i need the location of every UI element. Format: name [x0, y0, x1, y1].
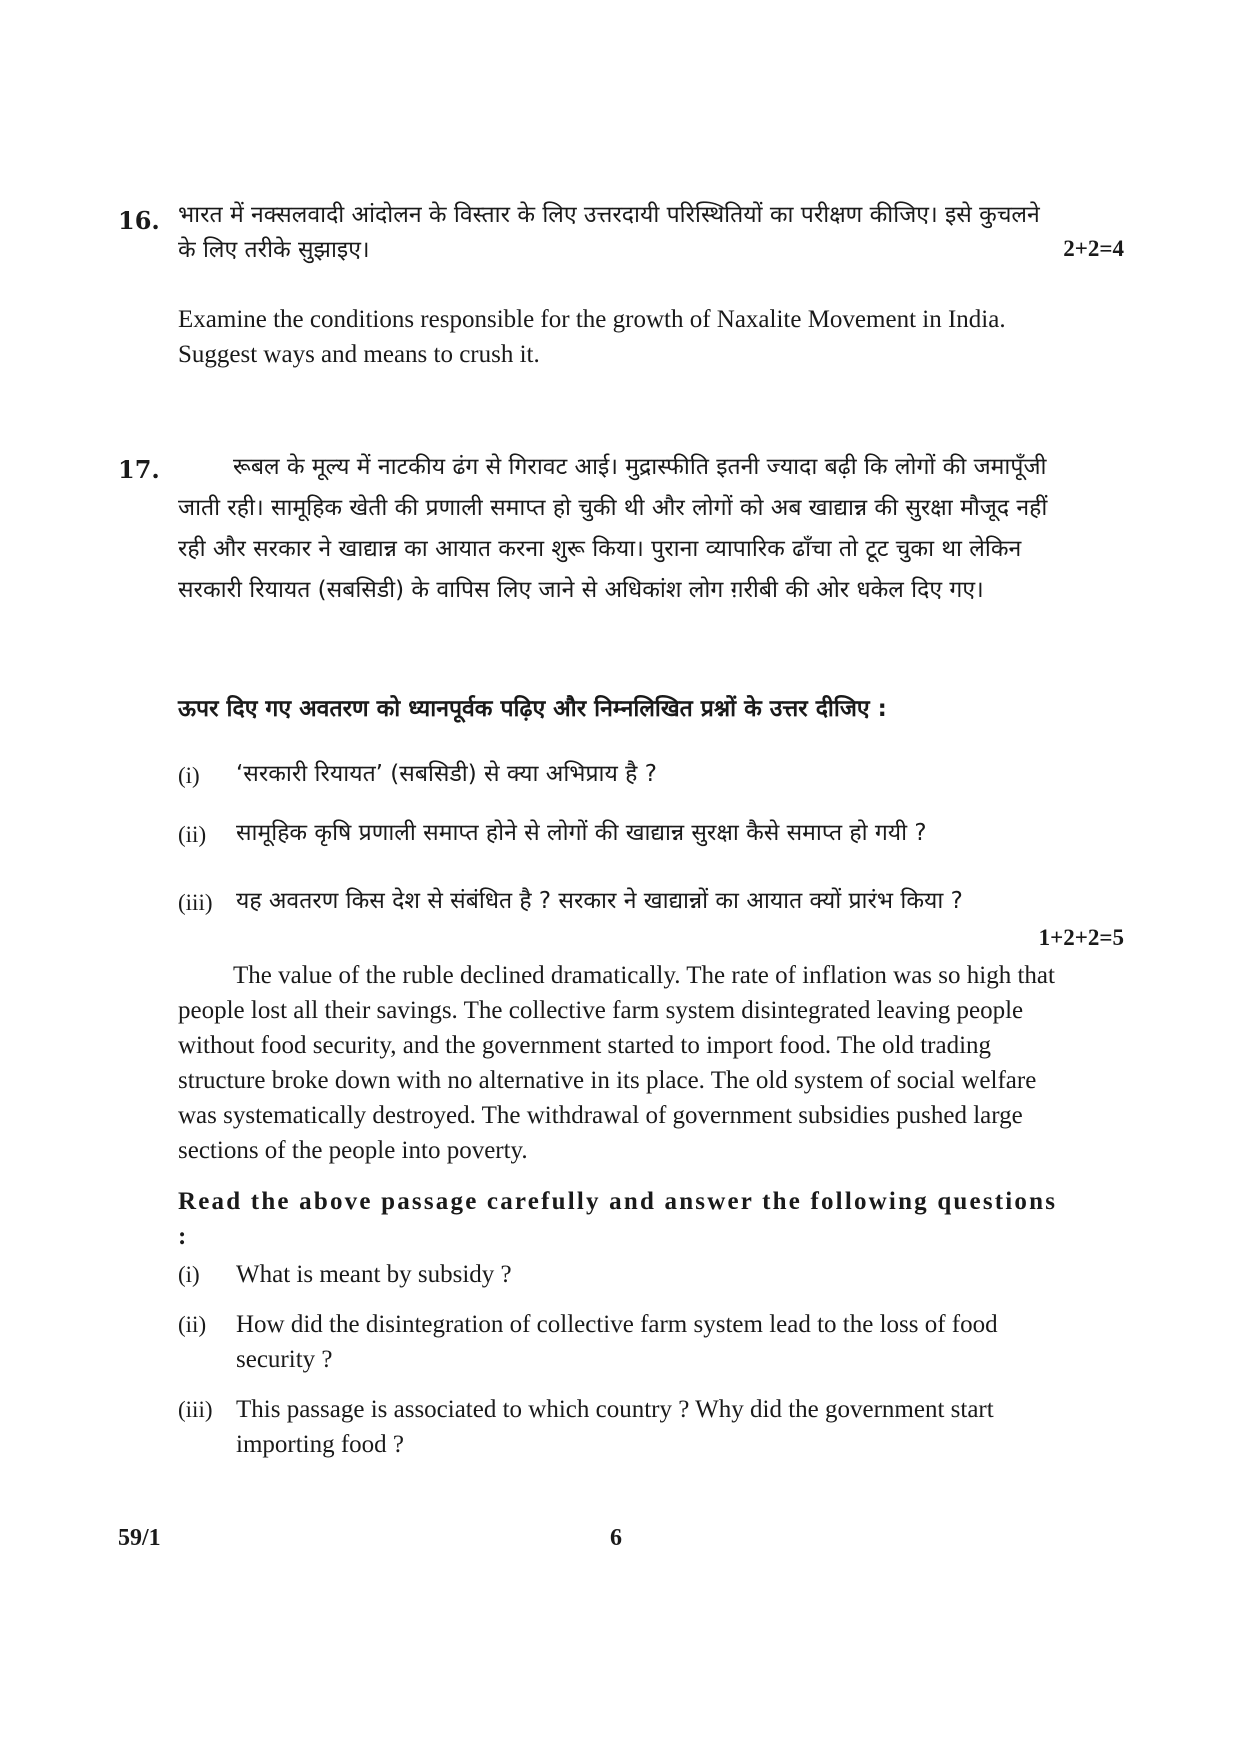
question-17-english-instruction: Read the above passage carefully and answer the following questions : [178, 1188, 1058, 1250]
question-16-marks: 2+2=4 [1063, 236, 1124, 261]
page-number: 6 [610, 1525, 622, 1551]
question-16-number: 16. [118, 206, 160, 235]
question-17-english-passage: The value of the ruble declined dramatically. The rate of inflation was so high that people lost all their savings. The collective farm system disintegrated leaving people without food security, and the government started to import food. The old trading structure broke down with no alternative in its place. The old system of social welfare was systematically destroyed. The withdrawal of government subsidies pushed large sections of the people into poverty. [178, 962, 1055, 1164]
hindi-subquestion-label: (ii) [178, 822, 207, 847]
english-subquestion-text: How did the disintegration of collective farm system lead to the loss of food security ? [236, 1311, 998, 1373]
hindi-subquestion-text: सामूहिक कृषि प्रणाली समाप्त होने से लोगों की खाद्यान्न सुरक्षा कैसे समाप्त हो गयी ? [236, 820, 927, 846]
question-16-hindi-text: भारत में नक्सलवादी आंदोलन के विस्तार के लिए उत्तरदायी परिस्थितियों का परीक्षण कीजिए। इसे कुचलने के लिए तरीके सुझाइए। [178, 202, 1040, 263]
question-17-number: 17. [118, 455, 160, 484]
hindi-subquestion-text: यह अवतरण किस देश से संबंधित है ? सरकार ने खाद्यान्नों का आयात क्यों प्रारंभ किया ? [236, 888, 963, 914]
english-subquestion-label: (iii) [178, 1397, 213, 1422]
question-17-hindi-instruction: ऊपर दिए गए अवतरण को ध्यानपूर्वक पढ़िए और निम्नलिखित प्रश्नों के उत्तर दीजिए : [178, 696, 887, 722]
english-subquestion-text: What is meant by subsidy ? [236, 1261, 512, 1288]
paper-code: 59/1 [118, 1525, 161, 1551]
question-17-hindi-passage: रूबल के मूल्य में नाटकीय ढंग से गिरावट आई। मुद्रास्फीति इतनी ज्यादा बढ़ी कि लोगों की जमापूँजी जाती रही। सामूहिक खेती की प्रणाली समाप्त हो चुकी थी और लोगों को अब खाद्यान्न की सुरक्षा मौजूद नहीं रही और सरकार ने खाद्यान्न का आयात करना शुरू किया। पुराना व्यापारिक ढाँचा तो टूट चुका था लेकिन सरकारी रियायत (सबसिडी) के वापिस लिए जाने से अधिकांश लोग ग़रीबी की ओर धकेल दिए गए। [178, 454, 1048, 603]
english-subquestion-label: (ii) [178, 1312, 207, 1337]
english-subquestion-label: (i) [178, 1262, 200, 1287]
hindi-subquestion-text: ‘सरकारी रियायत’ (सबसिडी) से क्या अभिप्राय है ? [236, 761, 657, 787]
english-subquestion-text: This passage is associated to which country ? Why did the government start importing food ? [236, 1396, 994, 1458]
hindi-subquestion-label: (iii) [178, 890, 213, 915]
hindi-subquestion-label: (i) [178, 763, 200, 788]
question-17-marks: 1+2+2=5 [1038, 925, 1124, 950]
question-16-english-text: Examine the conditions responsible for the growth of Naxalite Movement in India. Suggest ways and means to crush it. [178, 306, 1006, 368]
